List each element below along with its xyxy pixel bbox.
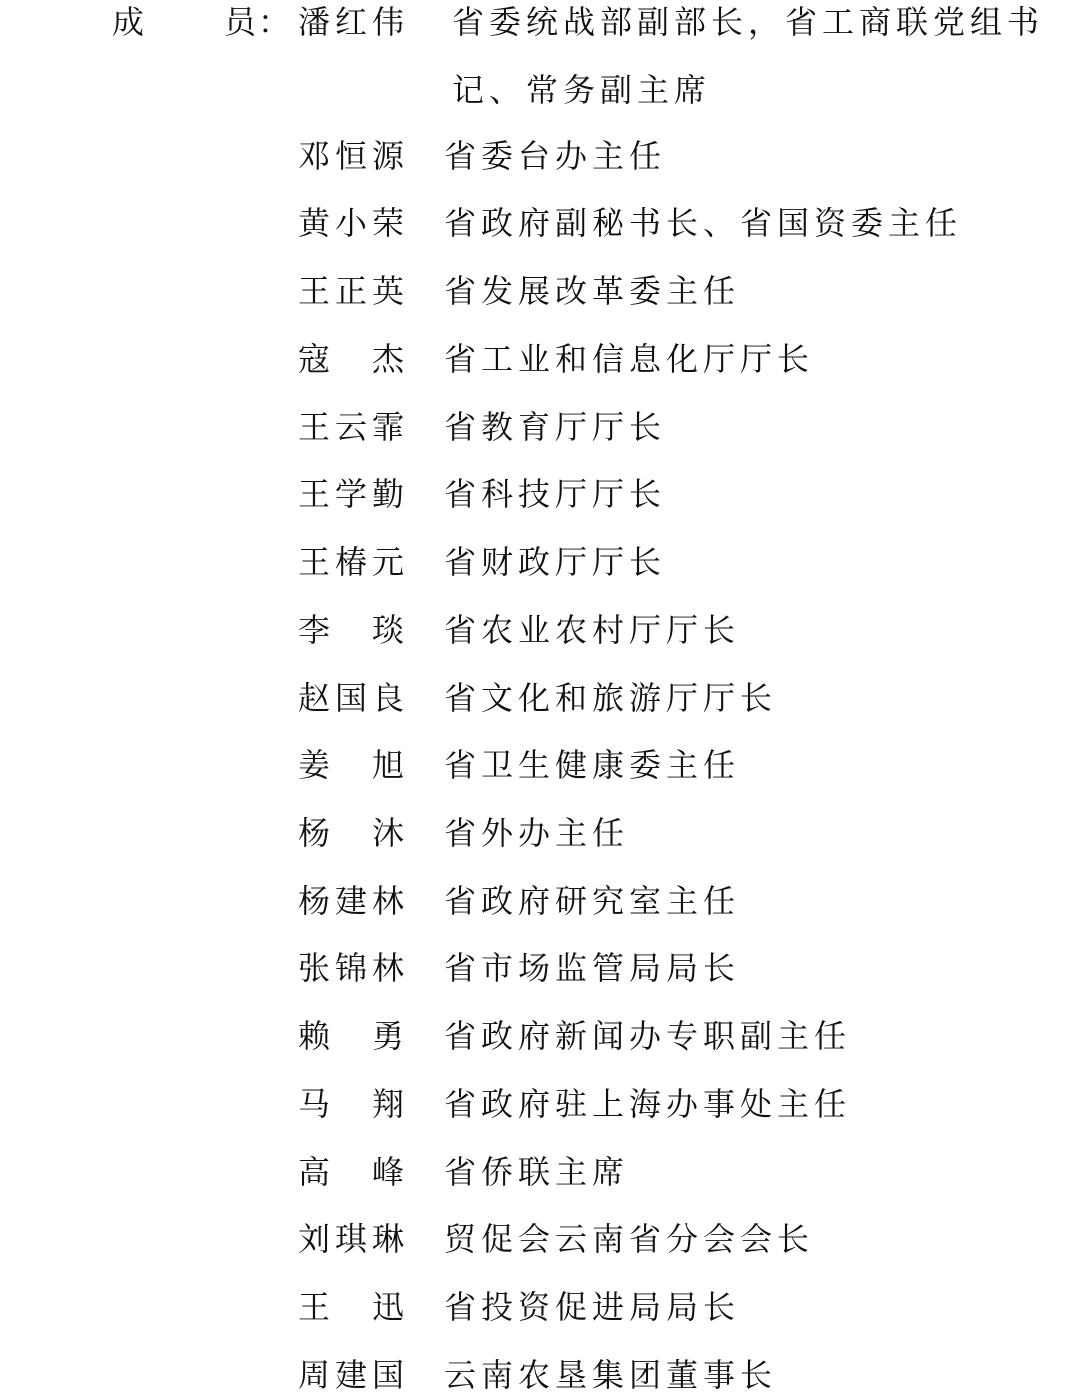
member-name: 刘琪琳	[298, 1220, 410, 1258]
member-title: 省文化和旅游厅厅长	[444, 679, 778, 717]
member-name: 王椿元	[298, 543, 410, 581]
member-title: 省外办主任	[444, 814, 630, 852]
members-label-colon: ：	[258, 3, 291, 41]
member-title: 省委台办主任	[444, 137, 667, 175]
members-label-char-1: 成	[112, 3, 145, 41]
member-name: 赵国良	[298, 679, 410, 717]
member-name: 马 翔	[298, 1085, 410, 1123]
member-title: 省投资促进局局长	[444, 1288, 741, 1326]
member-name: 姜 旭	[298, 746, 410, 784]
member-name: 杨建林	[298, 882, 410, 920]
member-title: 省教育厅厅长	[444, 408, 667, 446]
member-name: 王正英	[298, 272, 410, 310]
member-title: 省财政厅厅长	[444, 543, 667, 581]
member-title: 省政府驻上海办事处主任	[444, 1085, 852, 1123]
member-title: 云南农垦集团董事长	[444, 1356, 778, 1394]
member-title: 省政府副秘书长、省国资委主任	[444, 204, 963, 242]
member-name: 张锦林	[298, 949, 410, 987]
member-title: 省卫生健康委主任	[444, 746, 741, 784]
member-name: 高 峰	[298, 1153, 410, 1191]
member-title: 省农业农村厅厅长	[444, 611, 741, 649]
member-title: 省发展改革委主任	[444, 272, 741, 310]
member-title: 省侨联主席	[444, 1153, 630, 1191]
member-name: 黄小荣	[298, 204, 410, 242]
member-title: 省委统战部副部长，省工商联党组书	[452, 3, 1045, 41]
member-title: 省市场监管局局长	[444, 949, 741, 987]
member-name: 李 琰	[298, 611, 410, 649]
member-name: 王学勤	[298, 475, 410, 513]
member-title: 省政府新闻办专职副主任	[444, 1017, 852, 1055]
member-title: 贸促会云南省分会会长	[444, 1220, 815, 1258]
member-name: 邓恒源	[298, 137, 410, 175]
member-name: 赖 勇	[298, 1017, 410, 1055]
member-name: 王云霏	[298, 408, 410, 446]
member-name: 王 迅	[298, 1288, 410, 1326]
member-name: 杨 沐	[298, 814, 410, 852]
member-title: 省政府研究室主任	[444, 882, 741, 920]
member-title-continuation: 记、常务副主席	[452, 71, 712, 109]
member-name: 寇 杰	[298, 340, 410, 378]
members-label-char-2: 员	[224, 3, 257, 41]
member-title: 省工业和信息化厅厅长	[444, 340, 815, 378]
member-name: 潘红伟	[298, 3, 410, 41]
member-title: 省科技厅厅长	[444, 475, 667, 513]
member-name: 周建国	[298, 1356, 410, 1394]
